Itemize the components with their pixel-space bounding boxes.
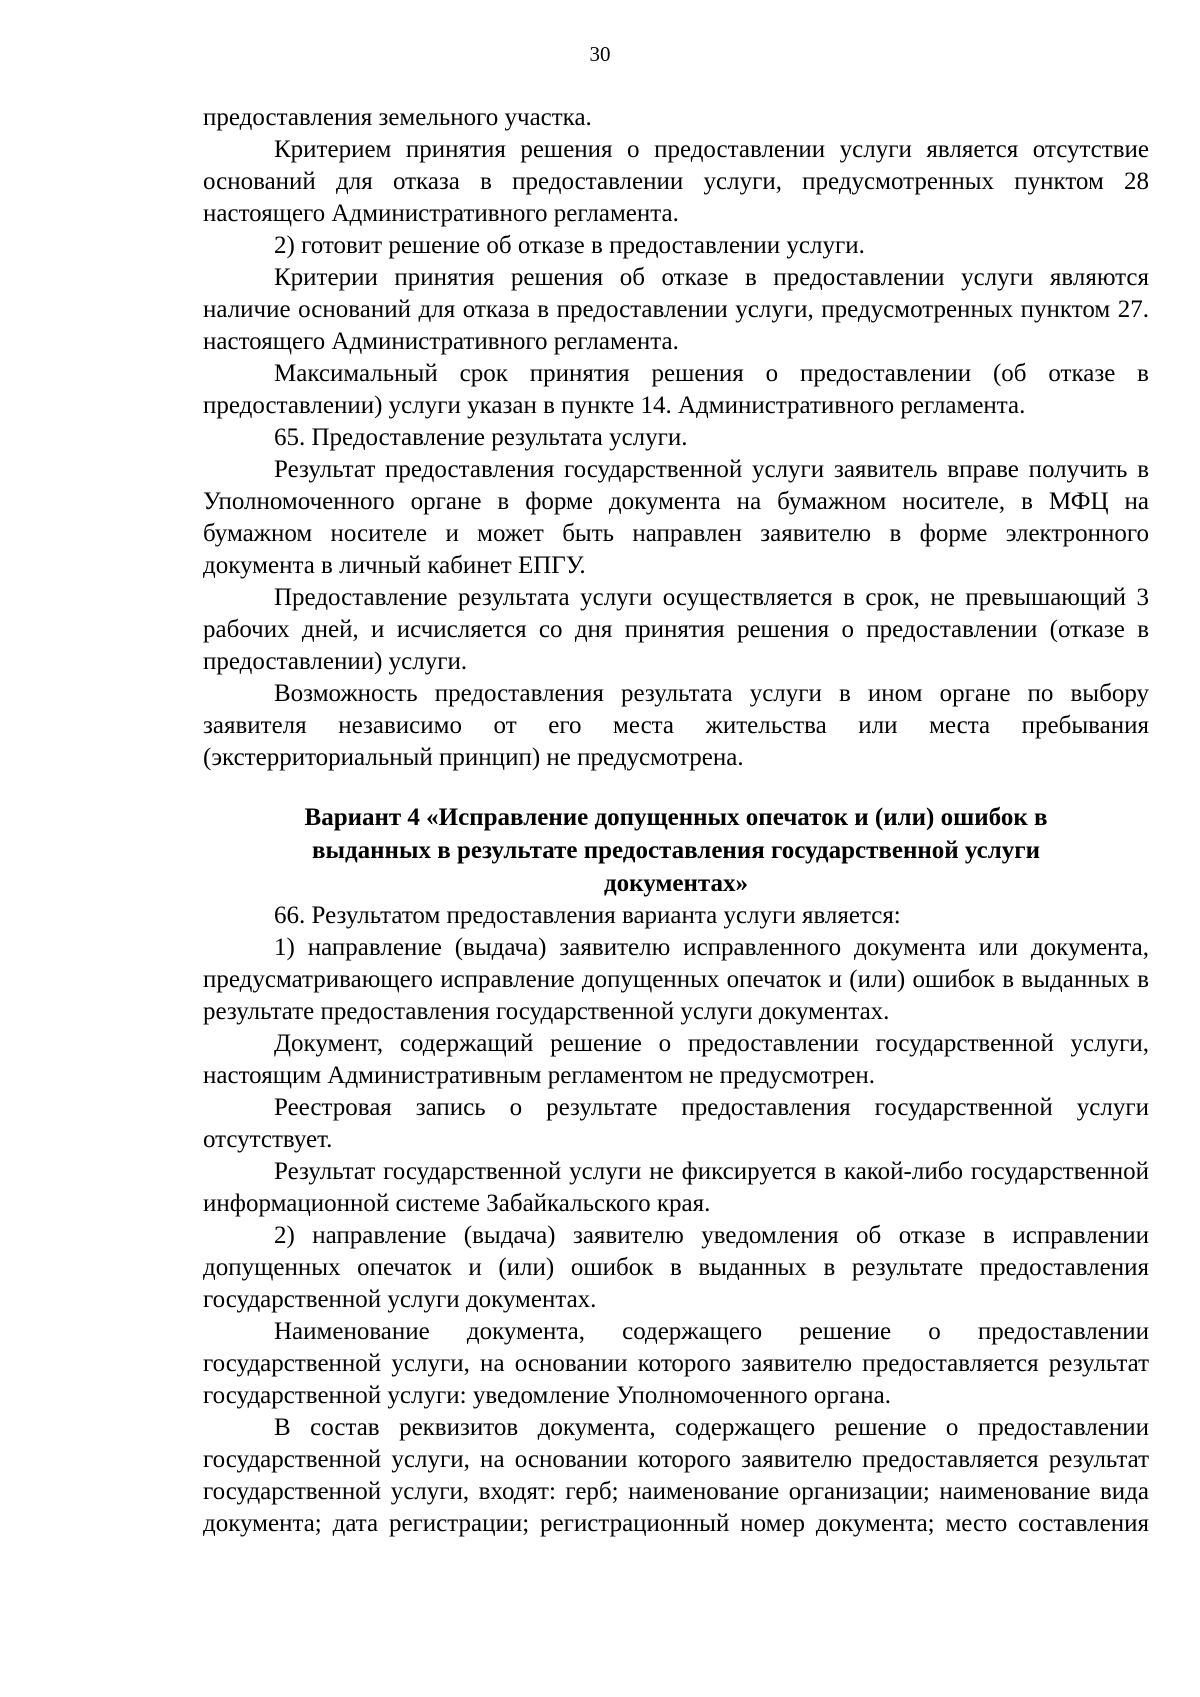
section-heading-line: выданных в результате предоставления государственной услуги (311, 837, 1041, 864)
paragraph: В состав реквизитов документа, содержащего решение о предоставлении государственной услуги, на основании которого заявителю предоставляется результат государственной услуги, входят: герб; наименование организации; наименование вида документа; дата регистрации; регистрационный номер документа; место составления (203, 1414, 1149, 1537)
paragraph: Максимальный срок принятия решения о предоставлении (об отказе в предоставлении) услуги указан в пункте 14. Административного регламента. (203, 360, 1149, 419)
paragraph: Предоставление результата услуги осуществляется в срок, не превышающий 3 рабочих дней, и исчисляется со дня принятия решения о предоставлении (отказе в предоставлении) услуги. (203, 584, 1149, 675)
section-heading (203, 801, 1149, 900)
paragraph: Критерии принятия решения об отказе в предоставлении услуги являются наличие оснований для отказа в предоставлении услуги, предусмотренных пунктом 27. настоящего Административного регламента. (203, 264, 1149, 355)
paragraph: Наименование документа, содержащего решение о предоставлении государственной услуги, на основании которого заявителю предоставляется результат государственной услуги: уведомление Уполномоченного органа. (203, 1318, 1149, 1409)
paragraph: Документ, содержащий решение о предоставлении государственной услуги, настоящим Административным регламентом не предусмотрен. (203, 1030, 1149, 1089)
paragraph: 1) направление (выдача) заявителю исправленного документа или документа, предусматривающего исправление допущенных опечаток и (или) ошибок в выданных в результате предоставления государственной услуги документах. (203, 934, 1149, 1025)
paragraph: Результат государственной услуги не фиксируется в какой-либо государственной информационной системе Забайкальского края. (203, 1158, 1149, 1217)
paragraph: 65. Предоставление результата услуги. (274, 424, 688, 451)
paragraph: 66. Результатом предоставления варианта услуги является: (274, 902, 901, 929)
page-number: 30 (589, 42, 611, 66)
paragraph: Возможность предоставления результата услуги в ином органе по выбору заявителя независимо от его места жительства или места пребывания (экстерриториальный принцип) не предусмотрена. (203, 680, 1149, 771)
paragraph: 2) готовит решение об отказе в предоставлении услуги. (274, 232, 865, 259)
paragraph: 2) направление (выдача) заявителю уведомления об отказе в исправлении допущенных опечаток и (или) ошибок в выданных в результате предоставления государственной услуги документах. (203, 1222, 1149, 1313)
paragraph: Критерием принятия решения о предоставлении услуги является отсутствие оснований для отказа в предоставлении услуги, предусмотренных пунктом 28 настоящего Административного регламента. (203, 136, 1149, 227)
section-heading-line: Вариант 4 «Исправление допущенных опечаток и (или) ошибок в (304, 804, 1048, 831)
section-heading-line: документах» (604, 870, 748, 897)
paragraph: предоставления земельного участка. (203, 104, 592, 131)
paragraph: Реестровая запись о результате предоставления государственной услуги отсутствует. (203, 1094, 1149, 1153)
document-body (203, 102, 1149, 1540)
paragraph: Результат предоставления государственной услуги заявитель вправе получить в Уполномоченного органе в форме документа на бумажном носителе, в МФЦ на бумажном носителе и может быть направлен заявителю в форме электронного документа в личный кабинет ЕПГУ. (203, 456, 1149, 579)
